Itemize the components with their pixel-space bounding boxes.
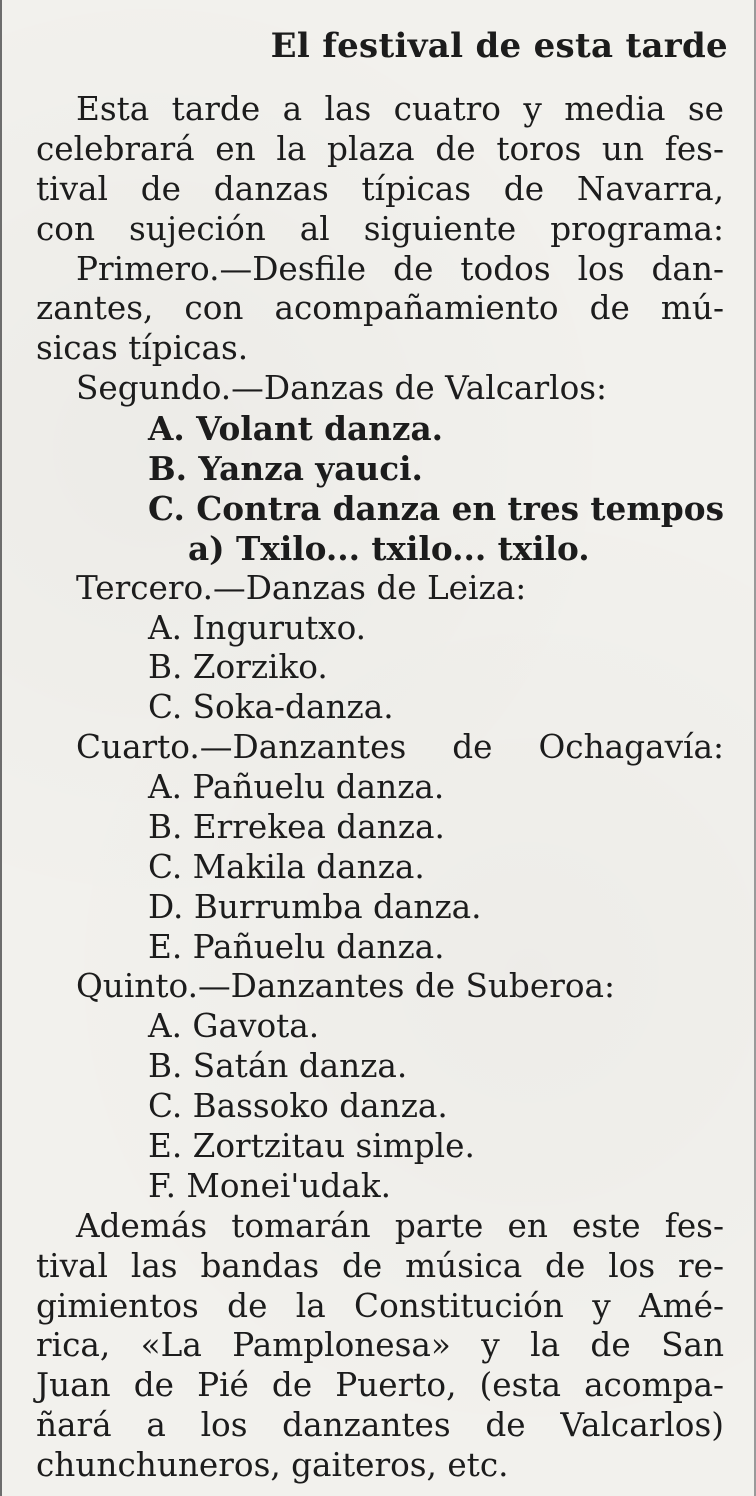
section-heading-quinto: Quinto.—Danzantes de Suberoa:	[76, 967, 616, 1006]
dance-item: F. Monei'udak.	[148, 1166, 392, 1205]
dance-item: C. Contra danza en tres tempos	[148, 488, 724, 528]
dance-item: C. Bassoko danza.	[148, 1087, 448, 1126]
closing-line: tival las bandas de música de los re-	[36, 1246, 724, 1285]
dance-item: B. Yanza yauci.	[148, 448, 423, 488]
closing-line: Además tomarán parte en este fes-	[76, 1206, 724, 1245]
section-heading-cuarto: Cuarto.—Danzantes de Ochagavía:	[76, 728, 724, 767]
intro-line: celebrará en la plaza de toros un fes-	[36, 129, 724, 168]
dance-item: A. Gavota.	[148, 1007, 320, 1046]
closing-line: chunchuneros, gaiteros, etc.	[36, 1446, 509, 1485]
section-heading-segundo: Segundo.—Danzas de Valcarlos:	[76, 369, 608, 408]
intro-line: Esta tarde a las cuatro y media se	[76, 90, 724, 128]
intro-line: con sujeción al siguiente programa:	[36, 209, 724, 248]
dance-item: E. Pañuelu danza.	[148, 927, 445, 966]
dance-item: E. Zortzitau simple.	[148, 1127, 475, 1166]
intro-line: tival de danzas típicas de Navarra,	[36, 169, 724, 208]
dance-item: B. Zorziko.	[148, 648, 328, 687]
program-item-primero: zantes, con acompañamiento de mú-	[36, 289, 724, 328]
dance-item: C. Soka-danza.	[148, 688, 394, 727]
program-item-primero: sicas típicas.	[36, 329, 249, 368]
dance-item: B. Errekea danza.	[148, 807, 445, 846]
dance-item: A. Ingurutxo.	[148, 608, 367, 647]
closing-line: gimientos de la Constitución y Amé-	[36, 1286, 724, 1325]
section-heading-tercero: Tercero.—Danzas de Leiza:	[76, 568, 527, 607]
dance-item: A. Pañuelu danza.	[148, 768, 445, 807]
program-item-primero: Primero.—Desfile de todos los dan-	[76, 249, 724, 288]
closing-line: rica, «La Pamplonesa» y la de San	[36, 1326, 724, 1365]
dance-item: B. Satán danza.	[148, 1047, 408, 1086]
dance-item: D. Burrumba danza.	[148, 887, 482, 926]
closing-line: ñará a los danzantes de Valcarlos)	[36, 1406, 724, 1445]
article-title: El festival de esta tarde	[270, 26, 728, 66]
dance-item: A. Volant danza.	[148, 409, 444, 449]
closing-line: Juan de Pié de Puerto, (esta acompa-	[36, 1366, 724, 1405]
dance-subitem: a) Txilo... txilo... txilo.	[188, 528, 590, 568]
dance-item: C. Makila danza.	[148, 847, 425, 886]
